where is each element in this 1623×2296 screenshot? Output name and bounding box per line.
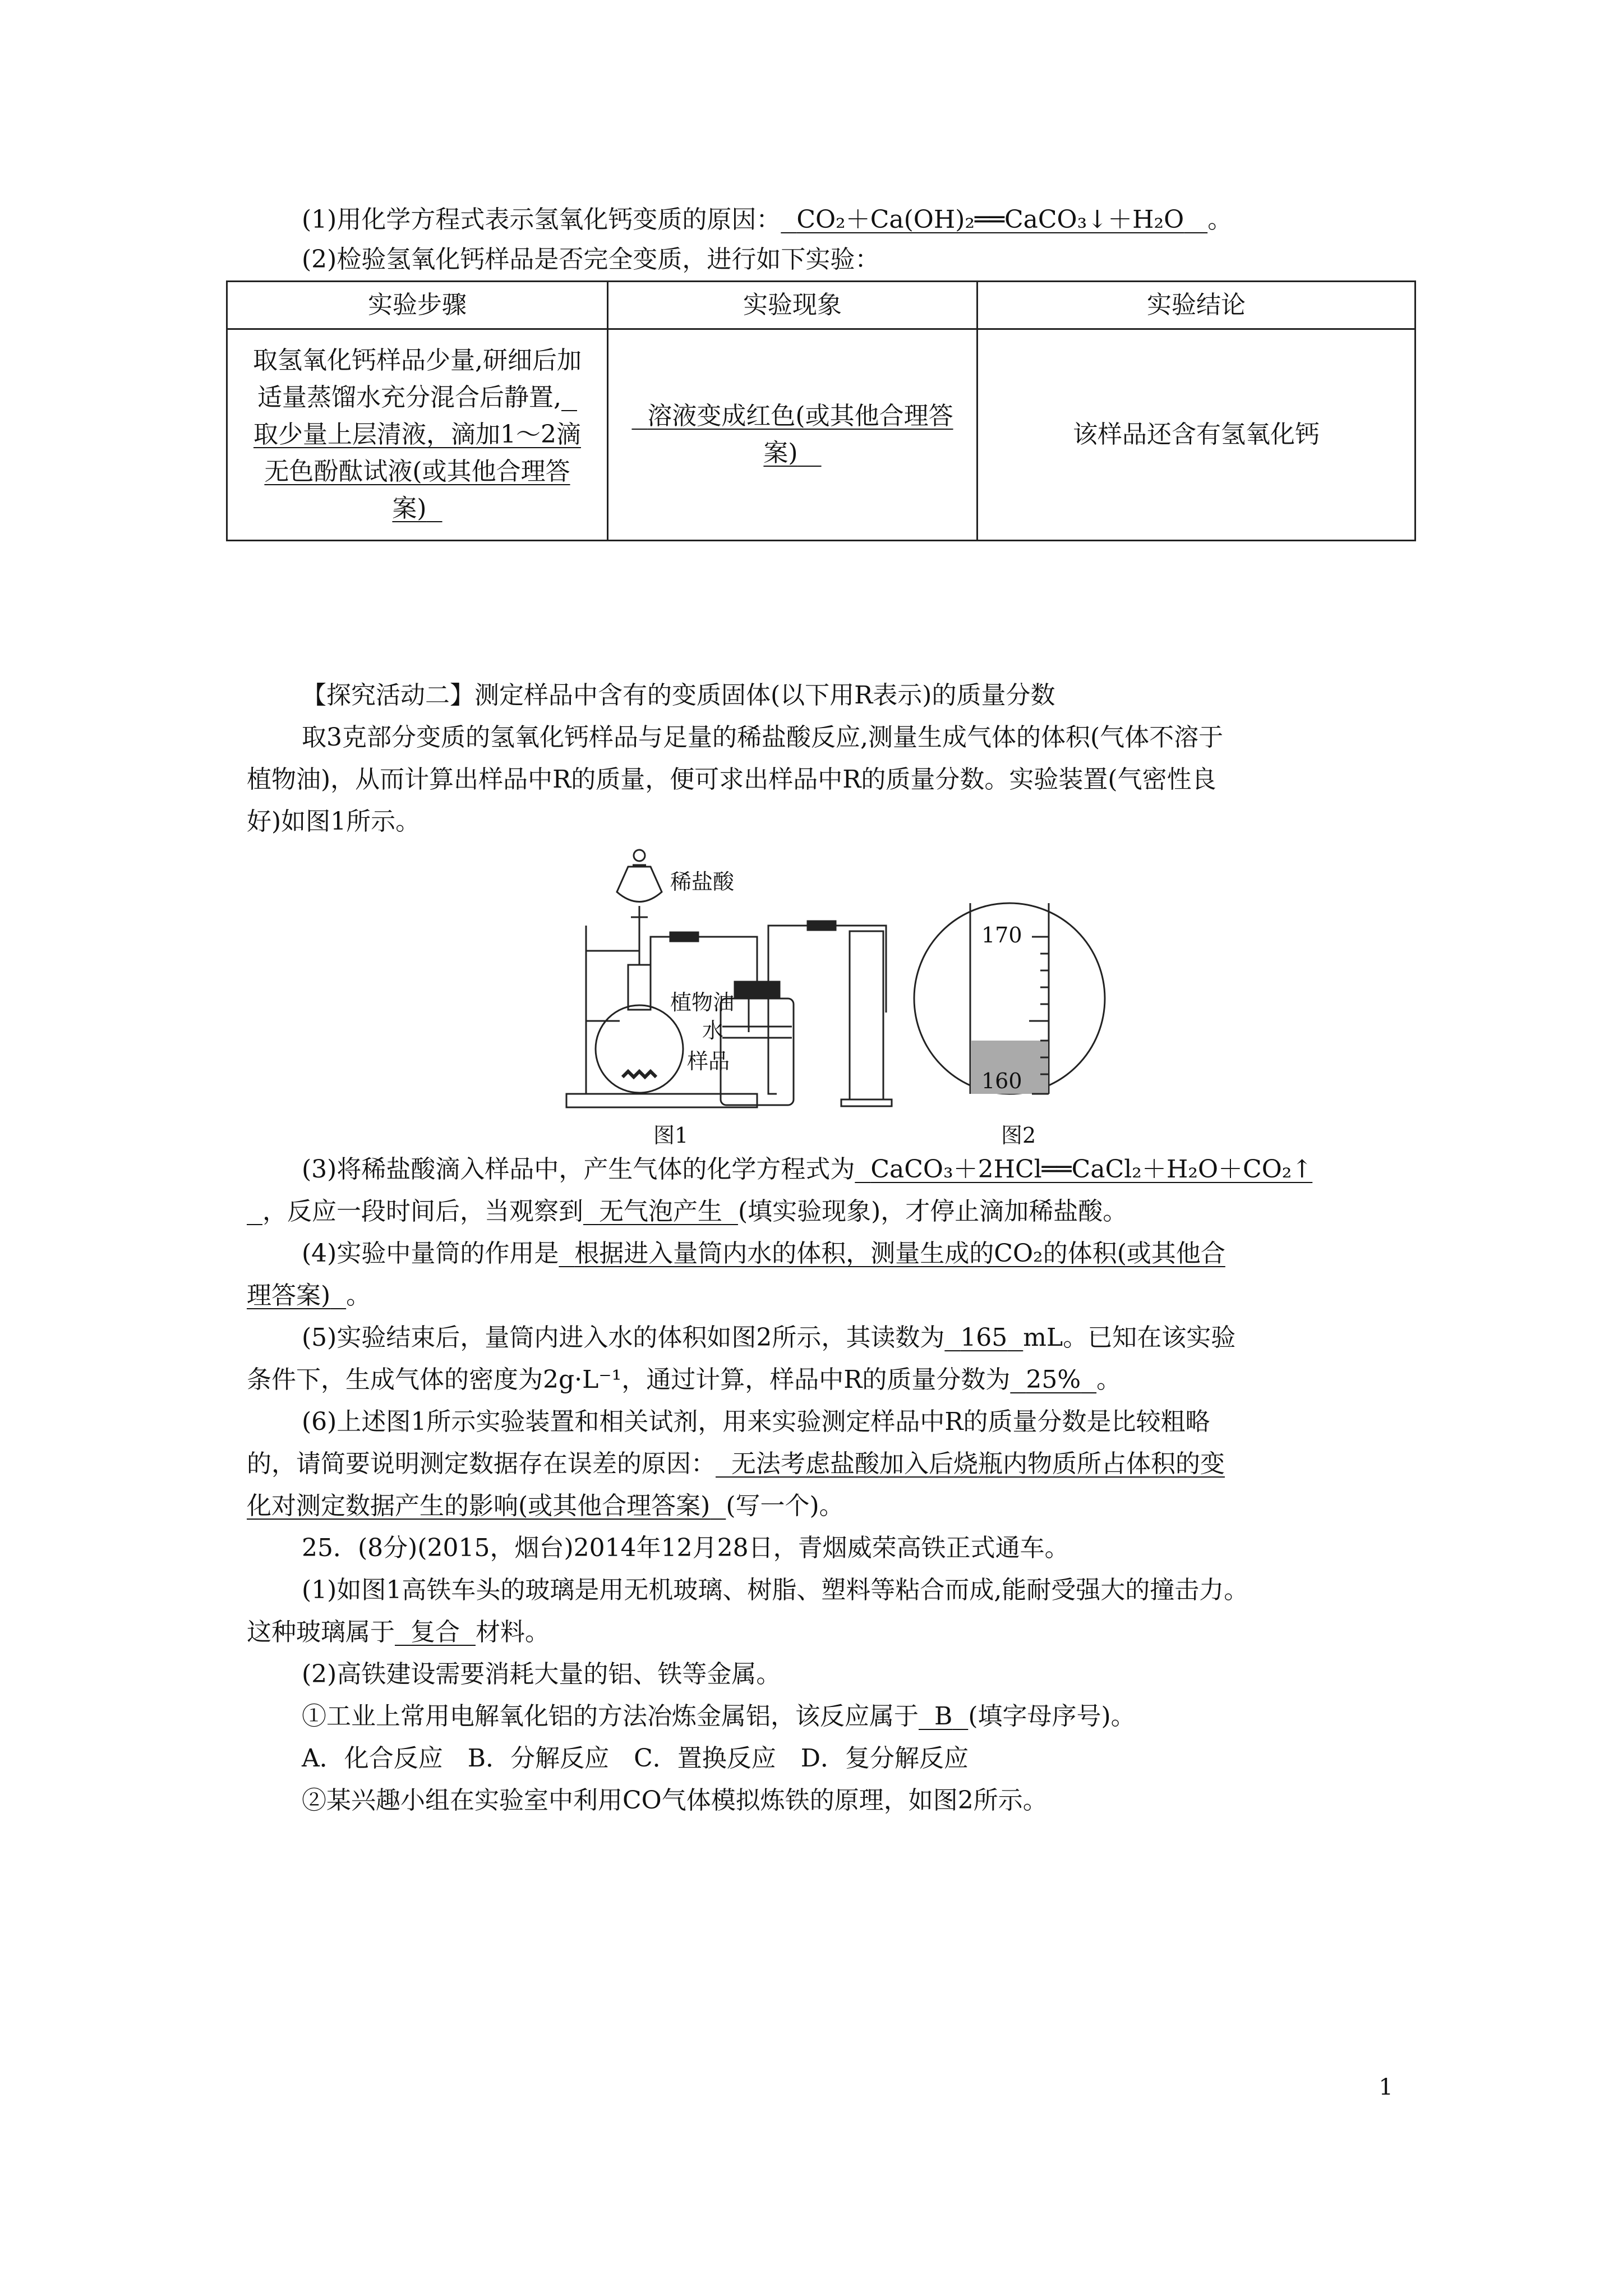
apparatus-figure: [555, 841, 1127, 1156]
table-header-conclusion: 实验结论: [978, 282, 1415, 329]
q5-line1: (5)实验结束后，量筒内进入水的体积如图2所示，其读数为 165 mL。已知在该实验: [302, 1323, 1236, 1352]
activity2-para-line: 好)如图1所示。: [247, 807, 421, 836]
separatory-funnel: [617, 867, 662, 902]
q25-p2-2: ②某兴趣小组在实验室中利用CO气体模拟炼铁的原理，如图2所示。: [302, 1786, 1048, 1815]
q1-answer: CO₂＋Ca(OH)₂══CaCO₃↓＋H₂O: [796, 205, 1184, 234]
q6-line2: 的，请简要说明测定数据存在误差的原因： 无法考虑盐酸加入后烧瓶内物质所占体积的变: [247, 1450, 1225, 1478]
q3-line2: ，反应一段时间后，当观察到 无气泡产生 (填实验现象)，才停止滴加稀盐酸。: [262, 1197, 1128, 1226]
q4-line1: (4)实验中量筒的作用是 根据进入量筒内水的体积，测量生成的CO₂的体积(或其他合: [302, 1239, 1225, 1268]
table-cell-conclusion: 该样品还含有氢氧化钙: [978, 329, 1415, 541]
experiment-table: [226, 280, 1416, 541]
label-sample: 样品: [687, 1049, 730, 1074]
q25-p1-line1: (1)如图1高铁车头的玻璃是用无机玻璃、树脂、塑料等粘合而成,能耐受强大的撞击力。: [302, 1576, 1249, 1604]
q5-reading: 165: [960, 1323, 1008, 1352]
q3-answer2: 无气泡产生: [598, 1197, 722, 1226]
q1-prefix: (1)用化学方程式表示氢氧化钙变质的原因：: [302, 205, 781, 234]
activity2-title: 【探究活动二】测定样品中含有的变质固体(以下用R表示)的质量分数: [302, 681, 1055, 710]
q25-p2: (2)高铁建设需要消耗大量的铝、铁等金属。: [302, 1660, 781, 1688]
q25-p2-1-answer: B: [934, 1702, 953, 1731]
page-number: 1: [1378, 2074, 1393, 2100]
label-water: 水: [702, 1018, 724, 1043]
table-header-row: [227, 282, 1415, 329]
q4-answer: 根据进入量筒内水的体积，测量生成的CO₂的体积(或其他合: [574, 1239, 1225, 1268]
q2-line: (2)检验氢氧化钙样品是否完全变质，进行如下实验：: [302, 245, 880, 274]
activity2-para-line: 取3克部分变质的氢氧化钙样品与足量的稀盐酸反应,测量生成气体的体积(气体不溶于: [302, 723, 1224, 752]
q5-line2: 条件下，生成气体的密度为2g·L⁻¹，通过计算，样品中R的质量分数为 25% 。: [247, 1365, 1122, 1394]
q3-line1: (3)将稀盐酸滴入样品中，产生气体的化学方程式为 CaCO₃＋2HCl══CaCl₂＋H₂O＋CO₂↑: [302, 1155, 1313, 1184]
measuring-cylinder: [850, 931, 883, 1099]
round-flask: [596, 1005, 683, 1093]
q6-answer: 无法考虑盐酸加入后烧瓶内物质所占体积的变: [731, 1450, 1225, 1478]
q25-p1-line2: 这种玻璃属于 复合 材料。: [247, 1618, 550, 1646]
table-cell-steps: 取氢氧化钙样品少量,研细后加 适量蒸馏水充分混合后静置, 取少量上层清液，滴加1～2滴 无色酚酞试液(或其他合理答 案): [227, 329, 608, 541]
q25-options: A．化合反应 B．分解反应 C．置换反应 D．复分解反应: [302, 1744, 969, 1773]
table-cell-phenomenon: 溶液变成红色(或其他合理答 案): [608, 329, 978, 541]
q3-answer: CaCO₃＋2HCl══CaCl₂＋H₂O＋CO₂↑: [870, 1155, 1313, 1184]
table-header-phenomenon: 实验现象: [608, 282, 978, 329]
label-oil: 植物油: [670, 990, 735, 1015]
label-acid: 稀盐酸: [670, 869, 735, 894]
mark-160: 160: [981, 1069, 1022, 1093]
q1-line: (1)用化学方程式表示氢氧化钙变质的原因： CO₂＋Ca(OH)₂══CaCO₃↓＋H₂O 。: [302, 205, 1233, 234]
q6-line1: (6)上述图1所示实验装置和相关试剂，用来实验测定样品中R的质量分数是比较粗略: [302, 1407, 1210, 1436]
activity2-para-line: 植物油)，从而计算出样品中R的质量，便可求出样品中R的质量分数。实验装置(气密性良: [247, 765, 1216, 794]
mark-170: 170: [981, 923, 1022, 947]
fig1-caption: 图1: [653, 1123, 689, 1148]
table-row: [227, 329, 1415, 541]
fig2-caption: 图2: [1001, 1123, 1036, 1148]
q6-line3: 化对测定数据产生的影响(或其他合理答案) (写一个)。: [247, 1492, 844, 1520]
q5-answer: 25%: [1026, 1365, 1081, 1394]
q4-line2: 理答案) 。: [247, 1281, 371, 1310]
table-header-steps: 实验步骤: [227, 282, 608, 329]
q25-p2-1: ①工业上常用电解氧化铝的方法冶炼金属铝，该反应属于 B (填字母序号)。: [302, 1702, 1136, 1731]
q25-p1-answer: 复合: [410, 1618, 460, 1646]
q25-header: 25．(8分)(2015，烟台)2014年12月28日，青烟威荣高铁正式通车。: [302, 1534, 1069, 1562]
